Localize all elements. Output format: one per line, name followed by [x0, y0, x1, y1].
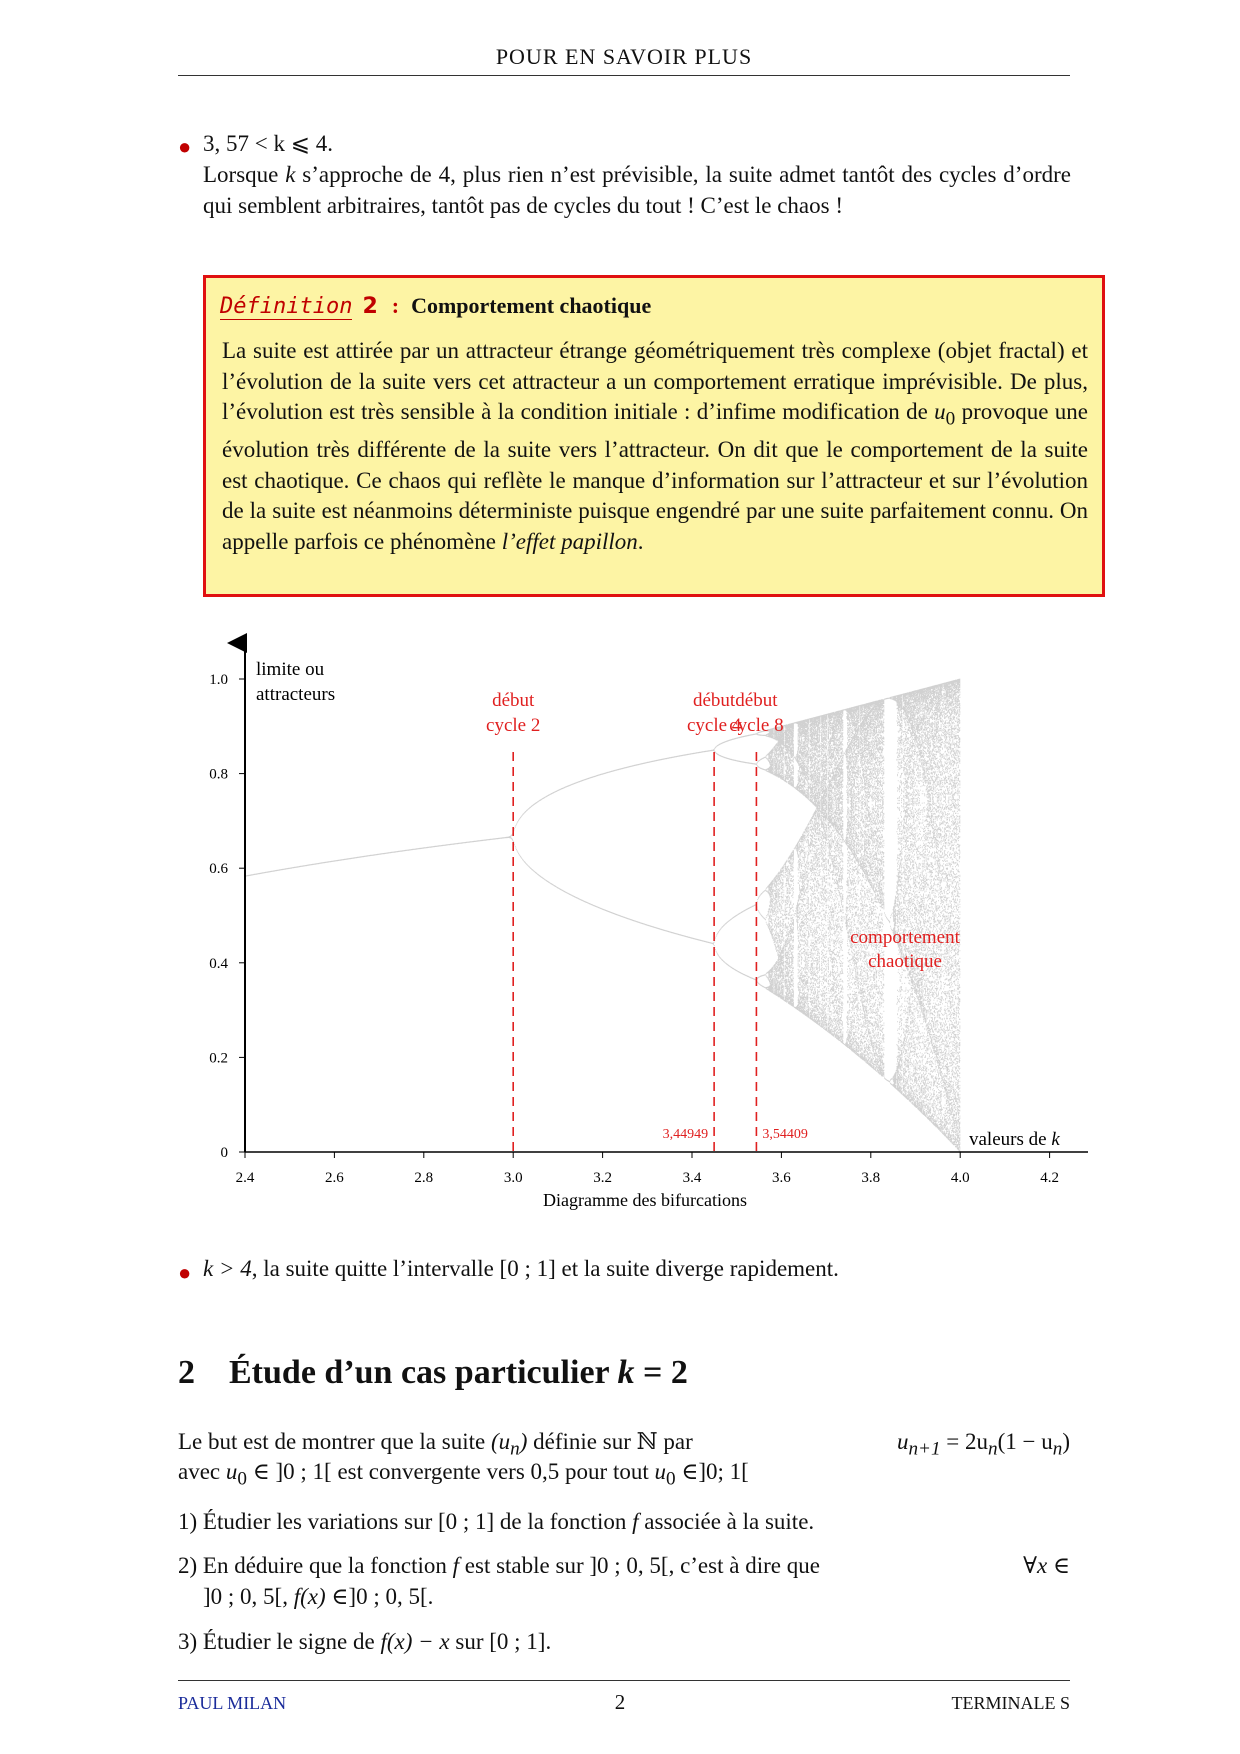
- bullet-marker-2: ●: [178, 1260, 192, 1285]
- question-3-b: sur [0 ; 1].: [449, 1629, 552, 1654]
- bullet-1-text-b: s’approche de 4, plus rien n’est prévisible, la suite admet tantôt des cycles d’ordre qui semblent arbitraires, tantôt pas de cycles du tout ! C’est le chaos !: [203, 162, 1071, 218]
- x-tick-label-1: 2.6: [325, 1170, 344, 1186]
- y-tick-label-2: 0.4: [209, 955, 228, 972]
- bullet-1-text-a: Lorsque: [203, 162, 286, 187]
- question-2-line2-end: ∈]0 ; 0, 5[.: [325, 1584, 434, 1609]
- rec-lhs-sub: n+1: [908, 1438, 941, 1460]
- x-tick-label-6: 3.6: [772, 1170, 791, 1186]
- question-3-num: 3): [178, 1629, 198, 1654]
- question-2-b: est stable sur ]0 ; 0, 5[, c’est à dire que: [459, 1553, 820, 1578]
- y-tick-label-1: 0.2: [209, 1050, 228, 1067]
- question-3-a: Étudier le signe de: [202, 1629, 381, 1654]
- x-tick-label-2: 2.8: [414, 1170, 434, 1186]
- bullet-1-k: k: [285, 162, 296, 187]
- definition-u0: u: [934, 399, 946, 424]
- x-tick-label-7: 3.8: [861, 1170, 881, 1186]
- x-tick-label-4: 3.2: [593, 1170, 612, 1186]
- x-tick-label-8: 4.0: [950, 1170, 970, 1186]
- question-2-fx: f(x): [293, 1584, 326, 1609]
- intro-line2-a: avec: [178, 1459, 226, 1484]
- rec-close: ): [1062, 1429, 1070, 1454]
- x-tick-label-0: 2.4: [235, 1170, 255, 1186]
- y-axis-label-line2: attracteurs: [256, 684, 336, 705]
- question-2-f: f: [452, 1553, 460, 1578]
- x-axis-label-k: k: [1051, 1129, 1060, 1150]
- bullet-marker: ●: [178, 134, 192, 159]
- bullet-2: [203, 1253, 1071, 1284]
- intro-line2-c: ∈]0; 1[: [675, 1459, 749, 1484]
- definition-u0-sub: 0: [945, 408, 956, 430]
- footer-author: PAUL MILAN: [178, 1693, 287, 1713]
- question-1: [178, 1506, 1070, 1537]
- marker-label2-0: cycle 2: [486, 715, 541, 736]
- rec-mid: (1 − u: [997, 1429, 1053, 1454]
- bifurcation-points: [245, 679, 961, 1152]
- section-title: Étude d’un cas particulier: [229, 1354, 618, 1391]
- annotation-line2: chaotique: [868, 951, 942, 972]
- intro-line-2: [178, 1456, 1070, 1495]
- marker-value-2: 3,54409: [762, 1127, 808, 1142]
- bifurcation-markers: [486, 690, 808, 1152]
- x-tick-label-5: 3.4: [682, 1170, 702, 1186]
- marker-label2-2: cycle 8: [729, 715, 784, 736]
- definition-effet-papillon: l’effet papillon: [501, 528, 638, 554]
- marker-label1-0: début: [492, 690, 535, 711]
- definition-body-end: .: [637, 528, 644, 554]
- question-1-a: Étudier les variations sur [0 ; 1] de la fonction: [202, 1509, 633, 1534]
- rec-sub3: n: [1052, 1438, 1063, 1460]
- footer-page: 2: [614, 1690, 626, 1714]
- question-2-line2: ]0 ; 0, 5[,: [203, 1584, 294, 1609]
- x-tick-label-3: 3.0: [503, 1170, 523, 1186]
- question-3-fx: f(x) − x: [380, 1629, 450, 1654]
- intro-u0-sub: 0: [237, 1468, 247, 1490]
- intro-b: définie sur ℕ par: [527, 1429, 693, 1454]
- chart-caption: Diagramme des bifurcations: [543, 1190, 747, 1210]
- marker-label2-1: cycle 4: [686, 715, 742, 736]
- x-axis-label: [969, 1129, 1060, 1150]
- question-1-b: associée à la suite.: [638, 1509, 815, 1534]
- rec-eq: = 2u: [940, 1429, 989, 1454]
- y-tick-label-5: 1.0: [209, 672, 228, 688]
- section-number: 2: [178, 1354, 195, 1391]
- intro-line2-u0-sub: 0: [665, 1468, 676, 1490]
- question-3: [178, 1626, 1070, 1657]
- attractor-points: [245, 679, 961, 1152]
- annotation-line1: comportement: [850, 927, 960, 948]
- marker-label1-2: début: [735, 690, 778, 711]
- definition-number: 2: [362, 294, 378, 319]
- intro-un: (u: [490, 1429, 511, 1454]
- bullet-2-math: k > 4: [203, 1256, 252, 1281]
- marker-value-1: 3,44949: [662, 1127, 709, 1142]
- intro-un-close: ): [519, 1429, 528, 1454]
- intro-a: Le but est de montrer que la suite: [178, 1429, 491, 1454]
- y-tick-label-0: 0: [220, 1145, 228, 1161]
- definition-word: Définition: [220, 294, 353, 319]
- question-2-line-2: [178, 1581, 1070, 1612]
- y-tick-label-4: 0.8: [209, 766, 228, 783]
- bullet-2-text: , la suite quitte l’intervalle [0 ; 1] et la suite diverge rapidement.: [251, 1256, 839, 1281]
- y-tick-label-3: 0.6: [209, 861, 228, 878]
- definition-colon: :: [391, 293, 400, 318]
- intro-u0: u: [225, 1459, 238, 1484]
- bullet-1-condition: 3, 57 < k ⩽ 4.: [203, 131, 333, 156]
- section-heading: [178, 1354, 688, 1392]
- x-tick-label-9: 4.2: [1040, 1170, 1059, 1186]
- footer-rule: [178, 1680, 1070, 1681]
- rec-lhs: u: [896, 1429, 909, 1454]
- question-2-a: En déduire que la fonction: [202, 1553, 453, 1578]
- intro-un-sub: n: [510, 1438, 520, 1460]
- marker-label1-1: début: [693, 690, 736, 711]
- x-axis-label-a: valeurs de: [969, 1129, 1052, 1150]
- rec-sub2: n: [988, 1438, 998, 1460]
- question-1-f: f: [632, 1509, 639, 1534]
- definition-name: Comportement chaotique: [411, 293, 652, 318]
- question-1-num: 1): [178, 1509, 198, 1534]
- running-header: POUR EN SAVOIR PLUS: [495, 44, 753, 69]
- section-title-k: k: [617, 1354, 635, 1391]
- intro-line2-b: ∈ ]0 ; 1[ est convergente vers 0,5 pour tout: [246, 1459, 655, 1484]
- section-title-end: = 2: [634, 1354, 688, 1391]
- question-2: [178, 1550, 1070, 1612]
- definition-body-2: provoque une évolution très différente de la suite vers l’attracteur. On dit que le comportement de la suite est chaotique. Ce chaos qui reflète le manque d’information sur l’attracteur et sur l’évolution de la suite est néanmoins déterministe puisque engendré par une suite parfaitement connu. On appelle parfois ce phénomène: [222, 399, 1088, 554]
- question-2-num: 2): [178, 1553, 198, 1578]
- definition-body-1: La suite est attirée par un attracteur étrange géométriquement très complexe (objet fractal) et l’évolution de la suite vers cet attracteur a un comportement erratique imprévisible. De plus, l’évolution est très sensible à la condition initiale : d’infime modification de: [222, 338, 1088, 424]
- intro-line2-u0: u: [654, 1459, 666, 1484]
- question-2-line-1: [178, 1550, 1070, 1581]
- y-axis-label-line1: limite ou: [256, 659, 325, 680]
- footer-class: TERMINALE S: [951, 1693, 1070, 1713]
- question-2-forall: ∀x ∈: [1023, 1553, 1070, 1578]
